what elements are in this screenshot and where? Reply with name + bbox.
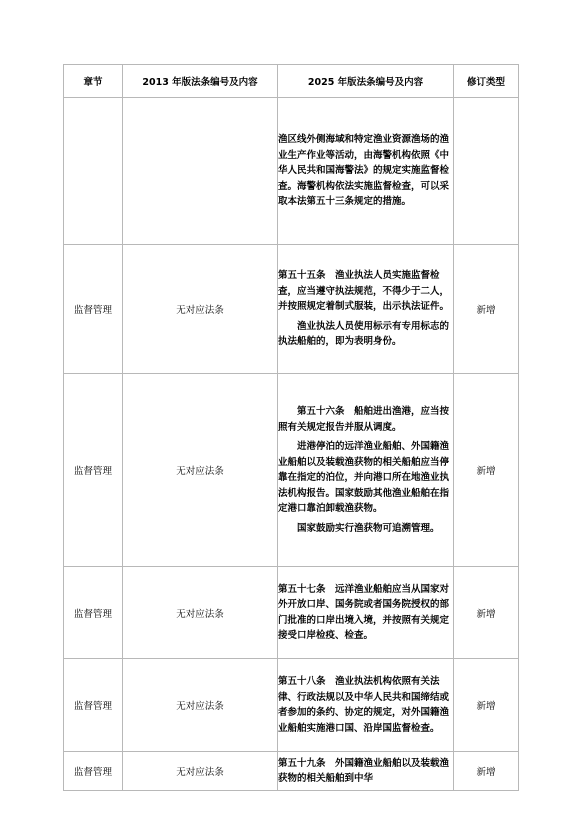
old-article-cell: 无对应法条: [123, 374, 278, 567]
new-article-cell: [278, 374, 454, 567]
article-paragraph: 第五十八条 渔业执法机构依照有关法律、行政法规以及中华人民共和国缔结或者参加的条约、协定的规定，对外国籍渔业船舶实施港口国、沿岸国监督检查。: [278, 676, 450, 734]
chapter-cell: 监督管理: [64, 374, 123, 567]
article-paragraph: 第五十五条 渔业执法人员实施监督检查，应当遵守执法规范，不得少于二人，并按照规定着制式服装，出示执法证件。: [278, 270, 450, 313]
revision-type-cell: 新增: [454, 245, 519, 374]
old-article-cell: 无对应法条: [123, 245, 278, 374]
new-article-cell: [278, 245, 454, 374]
chapter-cell: 监督管理: [64, 659, 123, 752]
law-comparison-table: [63, 64, 519, 791]
revision-type-cell: 新增: [454, 659, 519, 752]
old-article-cell: 无对应法条: [123, 659, 278, 752]
article-paragraph: 第五十六条 船舶进出渔港，应当按照有关规定报告并服从调度。: [278, 406, 450, 433]
chapter-cell: 监督管理: [64, 752, 123, 791]
article-paragraph: 第五十九条 外国籍渔业船舶以及装载渔获物的相关船舶到中华: [278, 757, 450, 784]
new-article-cell: [278, 98, 454, 245]
revision-type-cell: 新增: [454, 374, 519, 567]
revision-type-cell: 新增: [454, 752, 519, 791]
header-2025-article: 2025 年版法条编号及内容: [278, 65, 454, 98]
table-row: [64, 245, 519, 374]
header-2013-article: 2013 年版法条编号及内容: [123, 65, 278, 98]
table-row: [64, 98, 519, 245]
new-article-cell: [278, 752, 454, 791]
old-article-cell: [123, 98, 278, 245]
chapter-cell: 监督管理: [64, 567, 123, 659]
chapter-cell: [64, 98, 123, 245]
header-revision-type: 修订类型: [454, 65, 519, 98]
revision-type-cell: 新增: [454, 567, 519, 659]
table-row: [64, 567, 519, 659]
article-paragraph: 渔业执法人员使用标示有专用标志的执法船舶的，即为表明身份。: [278, 320, 450, 348]
revision-type-cell: [454, 98, 519, 245]
article-paragraph: 渔区线外侧海域和特定渔业资源渔场的渔业生产作业等活动，由海警机构依照《中华人民共和国海警法》的规定实施监督检查。海警机构依法实施监督检查，可以采取本法第五十三条规定的措施。: [278, 134, 450, 208]
table-row: [64, 374, 519, 567]
chapter-cell: 监督管理: [64, 245, 123, 374]
article-paragraph: 进港停泊的远洋渔业船舶、外国籍渔业船舶以及装载渔获物的相关船舶应当停靠在指定的泊位，并向港口所在地渔业执法机构报告。国家鼓励其他渔业船舶在指定港口靠泊卸载渔获物。: [278, 441, 450, 514]
table-row: [64, 659, 519, 752]
old-article-cell: 无对应法条: [123, 567, 278, 659]
new-article-cell: [278, 659, 454, 752]
table-header-row: [64, 65, 519, 98]
article-paragraph: 国家鼓励实行渔获物可追溯管理。: [297, 522, 440, 534]
header-chapter: 章节: [64, 65, 123, 98]
article-paragraph: 第五十七条 远洋渔业船舶应当从国家对外开放口岸、国务院或者国务院授权的部门批准的口岸出境入境，并按照有关规定接受口岸检疫、检查。: [278, 583, 450, 641]
old-article-cell: 无对应法条: [123, 752, 278, 791]
new-article-cell: [278, 567, 454, 659]
table-row: [64, 752, 519, 791]
